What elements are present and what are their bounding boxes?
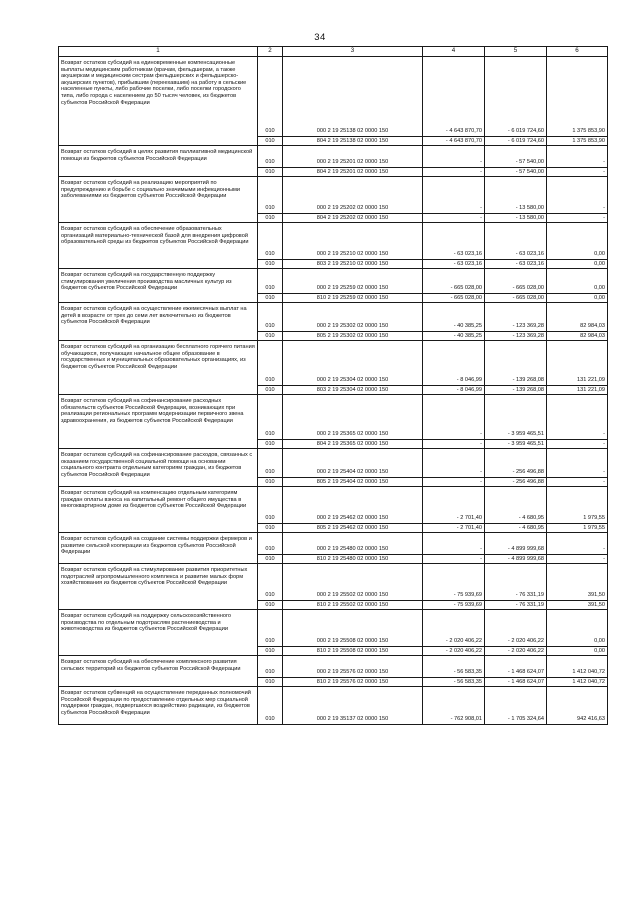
row-value-col5: - 57 540,00 bbox=[485, 168, 547, 177]
row-value-col5: - 139 268,08 bbox=[485, 341, 547, 386]
row-code: 010 bbox=[258, 487, 283, 524]
row-code: 010 bbox=[258, 146, 283, 168]
row-value-col5: - 63 023,16 bbox=[485, 260, 547, 269]
row-kbk: 000 2 19 25302 02 0000 150 bbox=[283, 303, 423, 332]
row-value-col6: 1 979,55 bbox=[547, 524, 608, 533]
row-kbk: 810 2 19 25576 02 0000 150 bbox=[283, 678, 423, 687]
row-value-col4: - bbox=[423, 168, 485, 177]
row-value-col4: - bbox=[423, 440, 485, 449]
row-value-col5: - 3 959 465,51 bbox=[485, 395, 547, 440]
row-value-col6: 1 375 853,90 bbox=[547, 57, 608, 137]
row-value-col4: - bbox=[423, 533, 485, 555]
row-kbk: 000 2 19 25502 02 0000 150 bbox=[283, 564, 423, 601]
row-kbk: 000 2 19 25304 02 0000 150 bbox=[283, 341, 423, 386]
row-code: 010 bbox=[258, 395, 283, 440]
row-code: 010 bbox=[258, 610, 283, 647]
row-value-col4: - bbox=[423, 395, 485, 440]
row-description: Возврат остатков субсидий в целях развития паллиативной медицинской помощи из бюджетов субъектов Российской Федерации bbox=[59, 146, 258, 177]
row-value-col5: - 3 959 465,51 bbox=[485, 440, 547, 449]
row-value-col5: - 13 580,00 bbox=[485, 177, 547, 214]
row-value-col6: - bbox=[547, 177, 608, 214]
row-code: 010 bbox=[258, 678, 283, 687]
row-value-col6: 0,00 bbox=[547, 223, 608, 260]
row-kbk: 000 2 19 25462 02 0000 150 bbox=[283, 487, 423, 524]
column-header: 4 bbox=[423, 47, 485, 57]
row-value-col5: - 123 369,28 bbox=[485, 303, 547, 332]
row-value-col4: - bbox=[423, 449, 485, 478]
row-kbk: 810 2 19 25480 02 0000 150 bbox=[283, 555, 423, 564]
column-header: 6 bbox=[547, 47, 608, 57]
row-code: 010 bbox=[258, 168, 283, 177]
row-kbk: 804 2 19 25201 02 0000 150 bbox=[283, 168, 423, 177]
row-code: 010 bbox=[258, 656, 283, 678]
row-code: 010 bbox=[258, 524, 283, 533]
row-code: 010 bbox=[258, 386, 283, 395]
row-kbk: 810 2 19 25502 02 0000 150 bbox=[283, 601, 423, 610]
table-row bbox=[59, 449, 608, 478]
row-code: 010 bbox=[258, 294, 283, 303]
column-header: 2 bbox=[258, 47, 283, 57]
row-value-col4: - 63 023,16 bbox=[423, 223, 485, 260]
table-row bbox=[59, 564, 608, 601]
row-description: Возврат остатков субсидий на компенсацию отдельным категориям граждан оплаты взноса на капитальный ремонт общего имущества в многоквартирном доме из бюджетов субъектов Российской Федерации bbox=[59, 487, 258, 533]
table-row bbox=[59, 656, 608, 678]
row-value-col6: 942 416,63 bbox=[547, 687, 608, 725]
row-value-col5: - 4 680,95 bbox=[485, 524, 547, 533]
row-value-col4: - 762 908,01 bbox=[423, 687, 485, 725]
row-kbk: 000 2 19 25480 02 0000 150 bbox=[283, 533, 423, 555]
row-kbk: 803 2 19 25304 02 0000 150 bbox=[283, 386, 423, 395]
row-value-col5: - 1 468 624,07 bbox=[485, 678, 547, 687]
row-value-col6: 1 375 853,90 bbox=[547, 137, 608, 146]
row-description: Возврат остатков субсидий на обеспечение образовательных организаций материально-технической базой для внедрения цифровой образовательной среды из бюджетов субъектов Российской Федерации bbox=[59, 223, 258, 269]
row-kbk: 000 2 19 25259 02 0000 150 bbox=[283, 269, 423, 294]
row-value-col5: - 1 705 324,64 bbox=[485, 687, 547, 725]
row-kbk: 000 2 19 25201 02 0000 150 bbox=[283, 146, 423, 168]
row-code: 010 bbox=[258, 57, 283, 137]
row-value-col4: - 63 023,16 bbox=[423, 260, 485, 269]
row-kbk: 810 2 19 25259 02 0000 150 bbox=[283, 294, 423, 303]
row-value-col6: 0,00 bbox=[547, 294, 608, 303]
row-value-col6: - bbox=[547, 478, 608, 487]
table-row bbox=[59, 303, 608, 332]
row-code: 010 bbox=[258, 647, 283, 656]
row-value-col6: 131 221,09 bbox=[547, 386, 608, 395]
row-code: 010 bbox=[258, 341, 283, 386]
row-value-col4: - 4 643 870,70 bbox=[423, 137, 485, 146]
row-value-col5: - 76 331,19 bbox=[485, 564, 547, 601]
row-value-col6: - bbox=[547, 168, 608, 177]
table-row bbox=[59, 687, 608, 725]
row-kbk: 000 2 19 25404 02 0000 150 bbox=[283, 449, 423, 478]
row-code: 010 bbox=[258, 601, 283, 610]
row-value-col4: - 2 020 406,22 bbox=[423, 610, 485, 647]
row-value-col6: - bbox=[547, 533, 608, 555]
row-value-col4: - bbox=[423, 555, 485, 564]
row-value-col4: - 4 643 870,70 bbox=[423, 57, 485, 137]
row-value-col5: - 4 899 999,68 bbox=[485, 533, 547, 555]
row-kbk: 805 2 19 25462 02 0000 150 bbox=[283, 524, 423, 533]
row-description: Возврат остатков субсидий на государственную поддержку стимулирования увеличения производства масличных культур из бюджетов субъектов Российской Федерации bbox=[59, 269, 258, 303]
row-code: 010 bbox=[258, 564, 283, 601]
row-value-col6: - bbox=[547, 449, 608, 478]
row-value-col4: - 56 583,35 bbox=[423, 656, 485, 678]
column-header: 5 bbox=[485, 47, 547, 57]
row-kbk: 803 2 19 25210 02 0000 150 bbox=[283, 260, 423, 269]
row-value-col4: - 665 028,00 bbox=[423, 294, 485, 303]
row-value-col6: 0,00 bbox=[547, 610, 608, 647]
table-row bbox=[59, 146, 608, 168]
row-value-col6: 131 221,09 bbox=[547, 341, 608, 386]
row-value-col5: - 13 580,00 bbox=[485, 214, 547, 223]
row-description: Возврат остатков субсидий на создание системы поддержки фермеров и развитие сельской кооперации из бюджетов субъектов Российской Федерации bbox=[59, 533, 258, 564]
row-kbk: 000 2 19 25138 02 0000 150 bbox=[283, 57, 423, 137]
row-code: 010 bbox=[258, 177, 283, 214]
row-kbk: 000 2 19 25210 02 0000 150 bbox=[283, 223, 423, 260]
row-value-col5: - 665 028,00 bbox=[485, 269, 547, 294]
row-code: 010 bbox=[258, 269, 283, 294]
row-value-col6: 82 984,03 bbox=[547, 332, 608, 341]
row-code: 010 bbox=[258, 332, 283, 341]
row-code: 010 bbox=[258, 478, 283, 487]
row-value-col5: - 6 019 724,60 bbox=[485, 137, 547, 146]
row-value-col6: - bbox=[547, 395, 608, 440]
row-value-col5: - 76 331,19 bbox=[485, 601, 547, 610]
row-kbk: 000 2 19 25365 02 0000 150 bbox=[283, 395, 423, 440]
row-code: 010 bbox=[258, 260, 283, 269]
row-value-col4: - bbox=[423, 177, 485, 214]
row-value-col5: - 6 019 724,60 bbox=[485, 57, 547, 137]
row-description: Возврат остатков субсидий на стимулирование развития приоритетных подотраслей агропромышленного комплекса и развитие малых форм хозяйствования из бюджетов субъектов Российской Федерации bbox=[59, 564, 258, 610]
row-value-col4: - 8 046,99 bbox=[423, 386, 485, 395]
row-value-col5: - 256 496,88 bbox=[485, 478, 547, 487]
row-value-col6: 391,50 bbox=[547, 564, 608, 601]
row-value-col4: - bbox=[423, 478, 485, 487]
row-value-col6: - bbox=[547, 555, 608, 564]
row-code: 010 bbox=[258, 303, 283, 332]
table-row bbox=[59, 610, 608, 647]
row-value-col6: 82 984,03 bbox=[547, 303, 608, 332]
page-number: 34 bbox=[314, 32, 326, 43]
row-description: Возврат остатков субвенций на осуществление переданных полномочий Российской Федерации по предоставлению отдельных мер социальной поддержки граждан, подвергшихся воздействию радиации, из бюджетов субъектов Российской Федерации bbox=[59, 687, 258, 725]
table-row bbox=[59, 395, 608, 440]
table-row bbox=[59, 177, 608, 214]
row-value-col6: 1 412 040,72 bbox=[547, 678, 608, 687]
row-code: 010 bbox=[258, 555, 283, 564]
row-value-col5: - 123 369,28 bbox=[485, 332, 547, 341]
row-value-col4: - 75 939,69 bbox=[423, 601, 485, 610]
row-value-col6: 1 412 040,72 bbox=[547, 656, 608, 678]
row-value-col5: - 139 268,08 bbox=[485, 386, 547, 395]
row-value-col5: - 63 023,16 bbox=[485, 223, 547, 260]
row-description: Возврат остатков субсидий на осуществление ежемесячных выплат на детей в возрасте от трех до семи лет включительно из бюджетов субъектов Российской Федерации bbox=[59, 303, 258, 341]
column-header: 3 bbox=[283, 47, 423, 57]
row-value-col6: - bbox=[547, 214, 608, 223]
row-code: 010 bbox=[258, 214, 283, 223]
row-description: Возврат остатков субсидий на обеспечение комплексного развития сельских территорий из бюджетов субъектов Российской Федерации bbox=[59, 656, 258, 687]
row-value-col4: - 75 939,69 bbox=[423, 564, 485, 601]
row-value-col4: - bbox=[423, 146, 485, 168]
row-kbk: 000 2 19 25508 02 0000 150 bbox=[283, 610, 423, 647]
row-value-col4: - 2 701,40 bbox=[423, 524, 485, 533]
row-value-col6: 391,50 bbox=[547, 601, 608, 610]
row-value-col4: - 2 701,40 bbox=[423, 487, 485, 524]
table-row bbox=[59, 57, 608, 137]
table-row bbox=[59, 269, 608, 294]
row-value-col6: 0,00 bbox=[547, 260, 608, 269]
table-row bbox=[59, 341, 608, 386]
row-value-col5: - 4 680,95 bbox=[485, 487, 547, 524]
row-kbk: 000 2 19 35137 02 0000 150 bbox=[283, 687, 423, 725]
row-code: 010 bbox=[258, 449, 283, 478]
row-code: 010 bbox=[258, 223, 283, 260]
row-description: Возврат остатков субсидий на организацию бесплатного горячего питания обучающихся, получающих начальное общее образование в государственных и муниципальных образовательных организациях, из бюджетов субъектов Российской Федерации bbox=[59, 341, 258, 395]
row-value-col4: - bbox=[423, 214, 485, 223]
row-value-col4: - 8 046,99 bbox=[423, 341, 485, 386]
row-code: 010 bbox=[258, 533, 283, 555]
row-value-col4: - 40 385,25 bbox=[423, 303, 485, 332]
table-row bbox=[59, 223, 608, 260]
row-value-col5: - 256 496,88 bbox=[485, 449, 547, 478]
row-kbk: 805 2 19 25404 02 0000 150 bbox=[283, 478, 423, 487]
row-value-col4: - 2 020 406,22 bbox=[423, 647, 485, 656]
row-kbk: 804 2 19 25365 02 0000 150 bbox=[283, 440, 423, 449]
row-code: 010 bbox=[258, 687, 283, 725]
row-value-col5: - 2 020 406,22 bbox=[485, 610, 547, 647]
row-value-col5: - 57 540,00 bbox=[485, 146, 547, 168]
row-value-col6: - bbox=[547, 146, 608, 168]
row-description: Возврат остатков субсидий на реализацию мероприятий по предупреждению и борьбе с социально значимыми инфекционными заболеваниями из бюджетов субъектов Российской Федерации bbox=[59, 177, 258, 223]
row-description: Возврат остатков субсидий на поддержку сельскохозяйственного производства по отдельным подотраслям растениеводства и животноводства из бюджетов субъектов Российской Федерации bbox=[59, 610, 258, 656]
row-value-col6: 1 979,55 bbox=[547, 487, 608, 524]
row-code: 010 bbox=[258, 137, 283, 146]
row-value-col6: 0,00 bbox=[547, 647, 608, 656]
column-header: 1 bbox=[59, 47, 258, 57]
row-value-col4: - 56 583,35 bbox=[423, 678, 485, 687]
row-description: Возврат остатков субсидий на софинансирование расходных обязательств субъектов Российской Федерации, возникающих при реализации региональных программ модернизации первичного звена здравоохранения, из бюджетов субъектов Российской Федерации bbox=[59, 395, 258, 449]
row-value-col5: - 2 020 406,22 bbox=[485, 647, 547, 656]
row-value-col4: - 40 385,25 bbox=[423, 332, 485, 341]
table-row bbox=[59, 487, 608, 524]
table-row bbox=[59, 533, 608, 555]
row-value-col5: - 4 899 999,68 bbox=[485, 555, 547, 564]
row-value-col6: 0,00 bbox=[547, 269, 608, 294]
row-kbk: 000 2 19 25576 02 0000 150 bbox=[283, 656, 423, 678]
row-code: 010 bbox=[258, 440, 283, 449]
row-description: Возврат остатков субсидий на софинансирование расходов, связанных с оказанием государственной социальной помощи на основании социального контракта отдельным категориям граждан, из бюджетов субъектов Российской Федерации bbox=[59, 449, 258, 487]
row-value-col5: - 1 468 624,07 bbox=[485, 656, 547, 678]
row-kbk: 000 2 19 25202 02 0000 150 bbox=[283, 177, 423, 214]
report-table bbox=[58, 46, 608, 725]
row-kbk: 804 2 19 25138 02 0000 150 bbox=[283, 137, 423, 146]
row-kbk: 804 2 19 25202 02 0000 150 bbox=[283, 214, 423, 223]
row-description: Возврат остатков субсидий на единовременные компенсационные выплаты медицинским работникам (врачам, фельдшерам, а также акушеркам и медицинским сестрам фельдшерских и фельдшерско-акушерских пунктов), прибывшим (переехавшим) на работу в сельские населенные пункты, либо рабочие поселки, либо поселки городского типа, либо города с населением до 50 тысяч человек, из бюджетов субъектов Российской Федерации bbox=[59, 57, 258, 146]
row-kbk: 810 2 19 25508 02 0000 150 bbox=[283, 647, 423, 656]
row-value-col6: - bbox=[547, 440, 608, 449]
column-header-row bbox=[59, 47, 608, 57]
row-value-col5: - 665 028,00 bbox=[485, 294, 547, 303]
row-kbk: 805 2 19 25302 02 0000 150 bbox=[283, 332, 423, 341]
row-value-col4: - 665 028,00 bbox=[423, 269, 485, 294]
